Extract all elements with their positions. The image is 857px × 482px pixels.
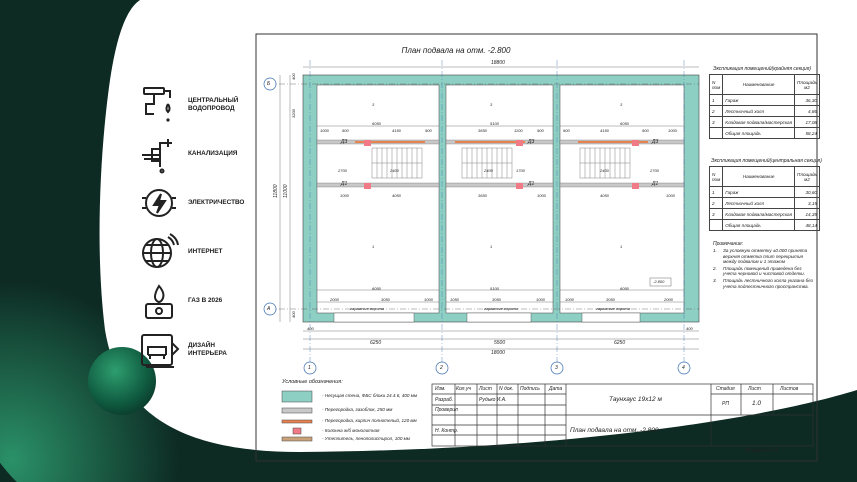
cell: Гараж xyxy=(723,95,795,106)
cell: 3 xyxy=(710,209,723,220)
section-width-dim: 6050 xyxy=(620,286,629,291)
dim: 2000 xyxy=(664,297,673,302)
amenity-label: ДИЗАЙН ИНТЕРЬЕРА xyxy=(188,342,227,357)
dim: 900 xyxy=(425,128,432,133)
notes xyxy=(713,241,815,290)
note-item: 3. Площадь лестничного холла указана без учета подлестничного пространства. xyxy=(713,277,813,289)
amenity-label: ИНТЕРНЕТ xyxy=(188,248,223,255)
tb-head: Кол.уч xyxy=(456,386,471,392)
dim: 2400 xyxy=(484,168,493,173)
left-dim: 400 xyxy=(291,73,296,80)
section-width-dim: 5100 xyxy=(490,121,499,126)
tb-role: Н. Контр. xyxy=(435,428,459,434)
header-cell: N пом xyxy=(710,167,723,187)
room-number: 1 xyxy=(620,244,623,249)
note-item: 1. За условную отметку ±0.000 принята верхняя отметка плит перекрытия между подвалом и 1 этажом xyxy=(713,248,808,265)
dim: 1000 xyxy=(536,297,545,302)
header-cell: N пом xyxy=(710,75,723,95)
cell: Гараж xyxy=(723,187,795,198)
section-width-dim: 6050 xyxy=(620,121,629,126)
dim: 4050 xyxy=(392,193,401,198)
tb-head: Дата xyxy=(549,386,563,392)
axis-label-1: 1 xyxy=(308,365,311,371)
room-number: 1 xyxy=(372,244,375,249)
cell: Кладовая подвала/мастерская xyxy=(723,117,795,128)
level-mark: -2.800 xyxy=(653,279,665,284)
door-label: Д3 xyxy=(652,139,659,145)
axis-label-4: 4 xyxy=(682,365,685,371)
cell: 14,39 xyxy=(795,209,820,220)
overall-width-dim: 18800 xyxy=(491,60,505,66)
tb-head: Подпись xyxy=(520,386,540,392)
notes-title: Примечание: xyxy=(713,241,744,247)
cell: 4,86 xyxy=(795,106,820,117)
dim: 3050 xyxy=(381,297,390,302)
legend-item: - Несущая стена, ФБС блоки 24.4.6, 400 мм xyxy=(322,393,418,398)
cell: 36,30 xyxy=(795,95,820,106)
title-block xyxy=(432,384,813,446)
door-label: Д3 xyxy=(528,139,535,145)
section-width-dim: 5100 xyxy=(490,286,499,291)
dim: 900 xyxy=(563,128,570,133)
bottom-total-dim: 18000 xyxy=(491,350,505,356)
end-dim: 400 xyxy=(307,326,314,331)
cell: Лестничный холл xyxy=(723,106,795,117)
bottom-dim: 6250 xyxy=(614,340,626,346)
cell: Кладовая подвала/мастерская xyxy=(723,209,795,220)
tb-format: Формат А4 xyxy=(745,448,778,454)
dim: 1000 xyxy=(565,297,574,302)
header-cell: Наименование xyxy=(723,167,795,187)
amenity-label: КАНАЛИЗАЦИЯ xyxy=(188,150,238,157)
dim: 1000 xyxy=(424,297,433,302)
dim: 1000 xyxy=(320,128,329,133)
cell: 3,15 xyxy=(795,198,820,209)
column xyxy=(364,140,371,146)
header-cell: Площадь м2 xyxy=(795,75,820,95)
dim: 1050 xyxy=(450,297,459,302)
dim: 1000 xyxy=(668,128,677,133)
garage-gate-label: гаражные ворота xyxy=(596,306,631,311)
header-cell: Наименование xyxy=(723,75,795,95)
tb-head: N док. xyxy=(499,386,514,392)
dim: 900 xyxy=(642,128,649,133)
cell: 1 xyxy=(710,187,723,198)
section-width-dim: 6050 xyxy=(372,286,381,291)
explication-end-title: Экспликация помещений(крайняя секция) xyxy=(713,66,812,72)
bottom-dim: 5500 xyxy=(494,340,506,346)
dim: 3050 xyxy=(492,297,501,302)
garage-gate-label: гаражные ворота xyxy=(484,306,519,311)
header-cell: Площадь м2 xyxy=(795,167,820,187)
axis-label-3: 3 xyxy=(555,365,558,371)
axis-label-a: А xyxy=(267,306,271,312)
tb-sheet-name: План подвала на отм. -2.800 xyxy=(570,427,659,434)
cell: 1 xyxy=(710,95,723,106)
legend-swatches xyxy=(282,391,312,441)
total-value: 48,14 xyxy=(795,220,820,231)
explication-mid-table xyxy=(709,166,820,231)
left-dim: 400 xyxy=(291,311,296,318)
room-number: 3 xyxy=(620,102,623,107)
legend-title: Условные обозначения: xyxy=(282,379,343,385)
note-item: 2. Площадь помещений приведена без учета черновой и чистовой отделки. xyxy=(713,265,805,277)
cell: 3 xyxy=(710,117,723,128)
dim: 4150 xyxy=(392,128,401,133)
total-value: 58,24 xyxy=(795,128,820,139)
dim: 4050 xyxy=(600,193,609,198)
legend-item: - Перегородка, газоблок, 250 мм xyxy=(322,407,393,412)
explication-end-table xyxy=(709,74,820,139)
section-width-dim: 6050 xyxy=(372,121,381,126)
plan-title: План подвала на отм. -2.800 xyxy=(401,46,511,55)
amenity-label: ГАЗ В 2026 xyxy=(188,297,223,304)
tb-role: Проверил xyxy=(435,407,458,413)
cell: 30,60 xyxy=(795,187,820,198)
tb-head: Лист xyxy=(479,386,492,392)
tb-stage: РП xyxy=(722,401,729,407)
left-dim: 3200 xyxy=(291,109,296,118)
dim: 2700 xyxy=(338,168,347,173)
legend-item: - Утеплитель, пенополистирол, 100 мм xyxy=(322,436,410,441)
depth-dim-outer: 11800 xyxy=(273,184,279,198)
dim: 2700 xyxy=(650,168,659,173)
dim: 1000 xyxy=(537,193,546,198)
dim: 2400 xyxy=(600,168,609,173)
door-label: Д1 xyxy=(341,181,348,187)
amenity-label: ЦЕНТРАЛЬНЫЙ ВОДОПРОВОД xyxy=(188,97,239,112)
axis-label-b: Б xyxy=(267,81,271,87)
tb-author: Рудько И.А. xyxy=(479,397,507,403)
room-number: 1 xyxy=(490,244,493,249)
dim: 2000 xyxy=(330,297,339,302)
axis-label-2: 2 xyxy=(440,365,443,371)
dim: 900 xyxy=(537,128,544,133)
total-label: Общая площадь xyxy=(723,220,795,231)
tb-stage-label: Стадия xyxy=(716,386,735,392)
room-number: 3 xyxy=(372,102,375,107)
room-number: 3 xyxy=(490,102,493,107)
explication-mid-title: Экспликация помещений(центральная секция) xyxy=(711,158,822,164)
dim: 3650 xyxy=(478,128,487,133)
cell: Лестничный холл xyxy=(723,198,795,209)
dim: 900 xyxy=(342,128,349,133)
door-label: Д1 xyxy=(528,181,535,187)
tb-sheet-no: 1.0 xyxy=(752,400,762,407)
door-label: Д3 xyxy=(341,139,348,145)
dim: 2400 xyxy=(390,168,399,173)
amenity-label: ЭЛЕКТРИЧЕСТВО xyxy=(188,199,245,206)
depth-dim-inner: 11000 xyxy=(283,184,289,198)
dim: 1100 xyxy=(514,128,523,133)
legend-item: - Перегородка, кирпич полнотелый, 120 мм xyxy=(322,418,417,423)
cell: 17,08 xyxy=(795,117,820,128)
garage-gate-label: гаражные ворота xyxy=(350,306,385,311)
dim: 3650 xyxy=(478,193,487,198)
dim: 1700 xyxy=(516,168,525,173)
dim: 1000 xyxy=(666,193,675,198)
dim: 1000 xyxy=(340,193,349,198)
tb-project: Таунхаус 19х12 м xyxy=(609,396,662,403)
end-dim: 400 xyxy=(686,326,693,331)
dim: 4150 xyxy=(600,128,609,133)
cell: 2 xyxy=(710,106,723,117)
cell: 2 xyxy=(710,198,723,209)
total-label: Общая площадь xyxy=(723,128,795,139)
tb-role: Разраб. xyxy=(435,397,454,403)
tb-sheet-label: Лист xyxy=(748,386,761,392)
legend-item: - Колонна ж/б монолитная xyxy=(322,428,380,433)
tb-sheets-label: Листов xyxy=(780,386,799,392)
tb-head: Изм. xyxy=(435,386,446,392)
dim: 3050 xyxy=(606,297,615,302)
floor-plan xyxy=(264,60,699,374)
door-label: Д1 xyxy=(652,181,659,187)
bottom-dim: 6250 xyxy=(370,340,382,346)
